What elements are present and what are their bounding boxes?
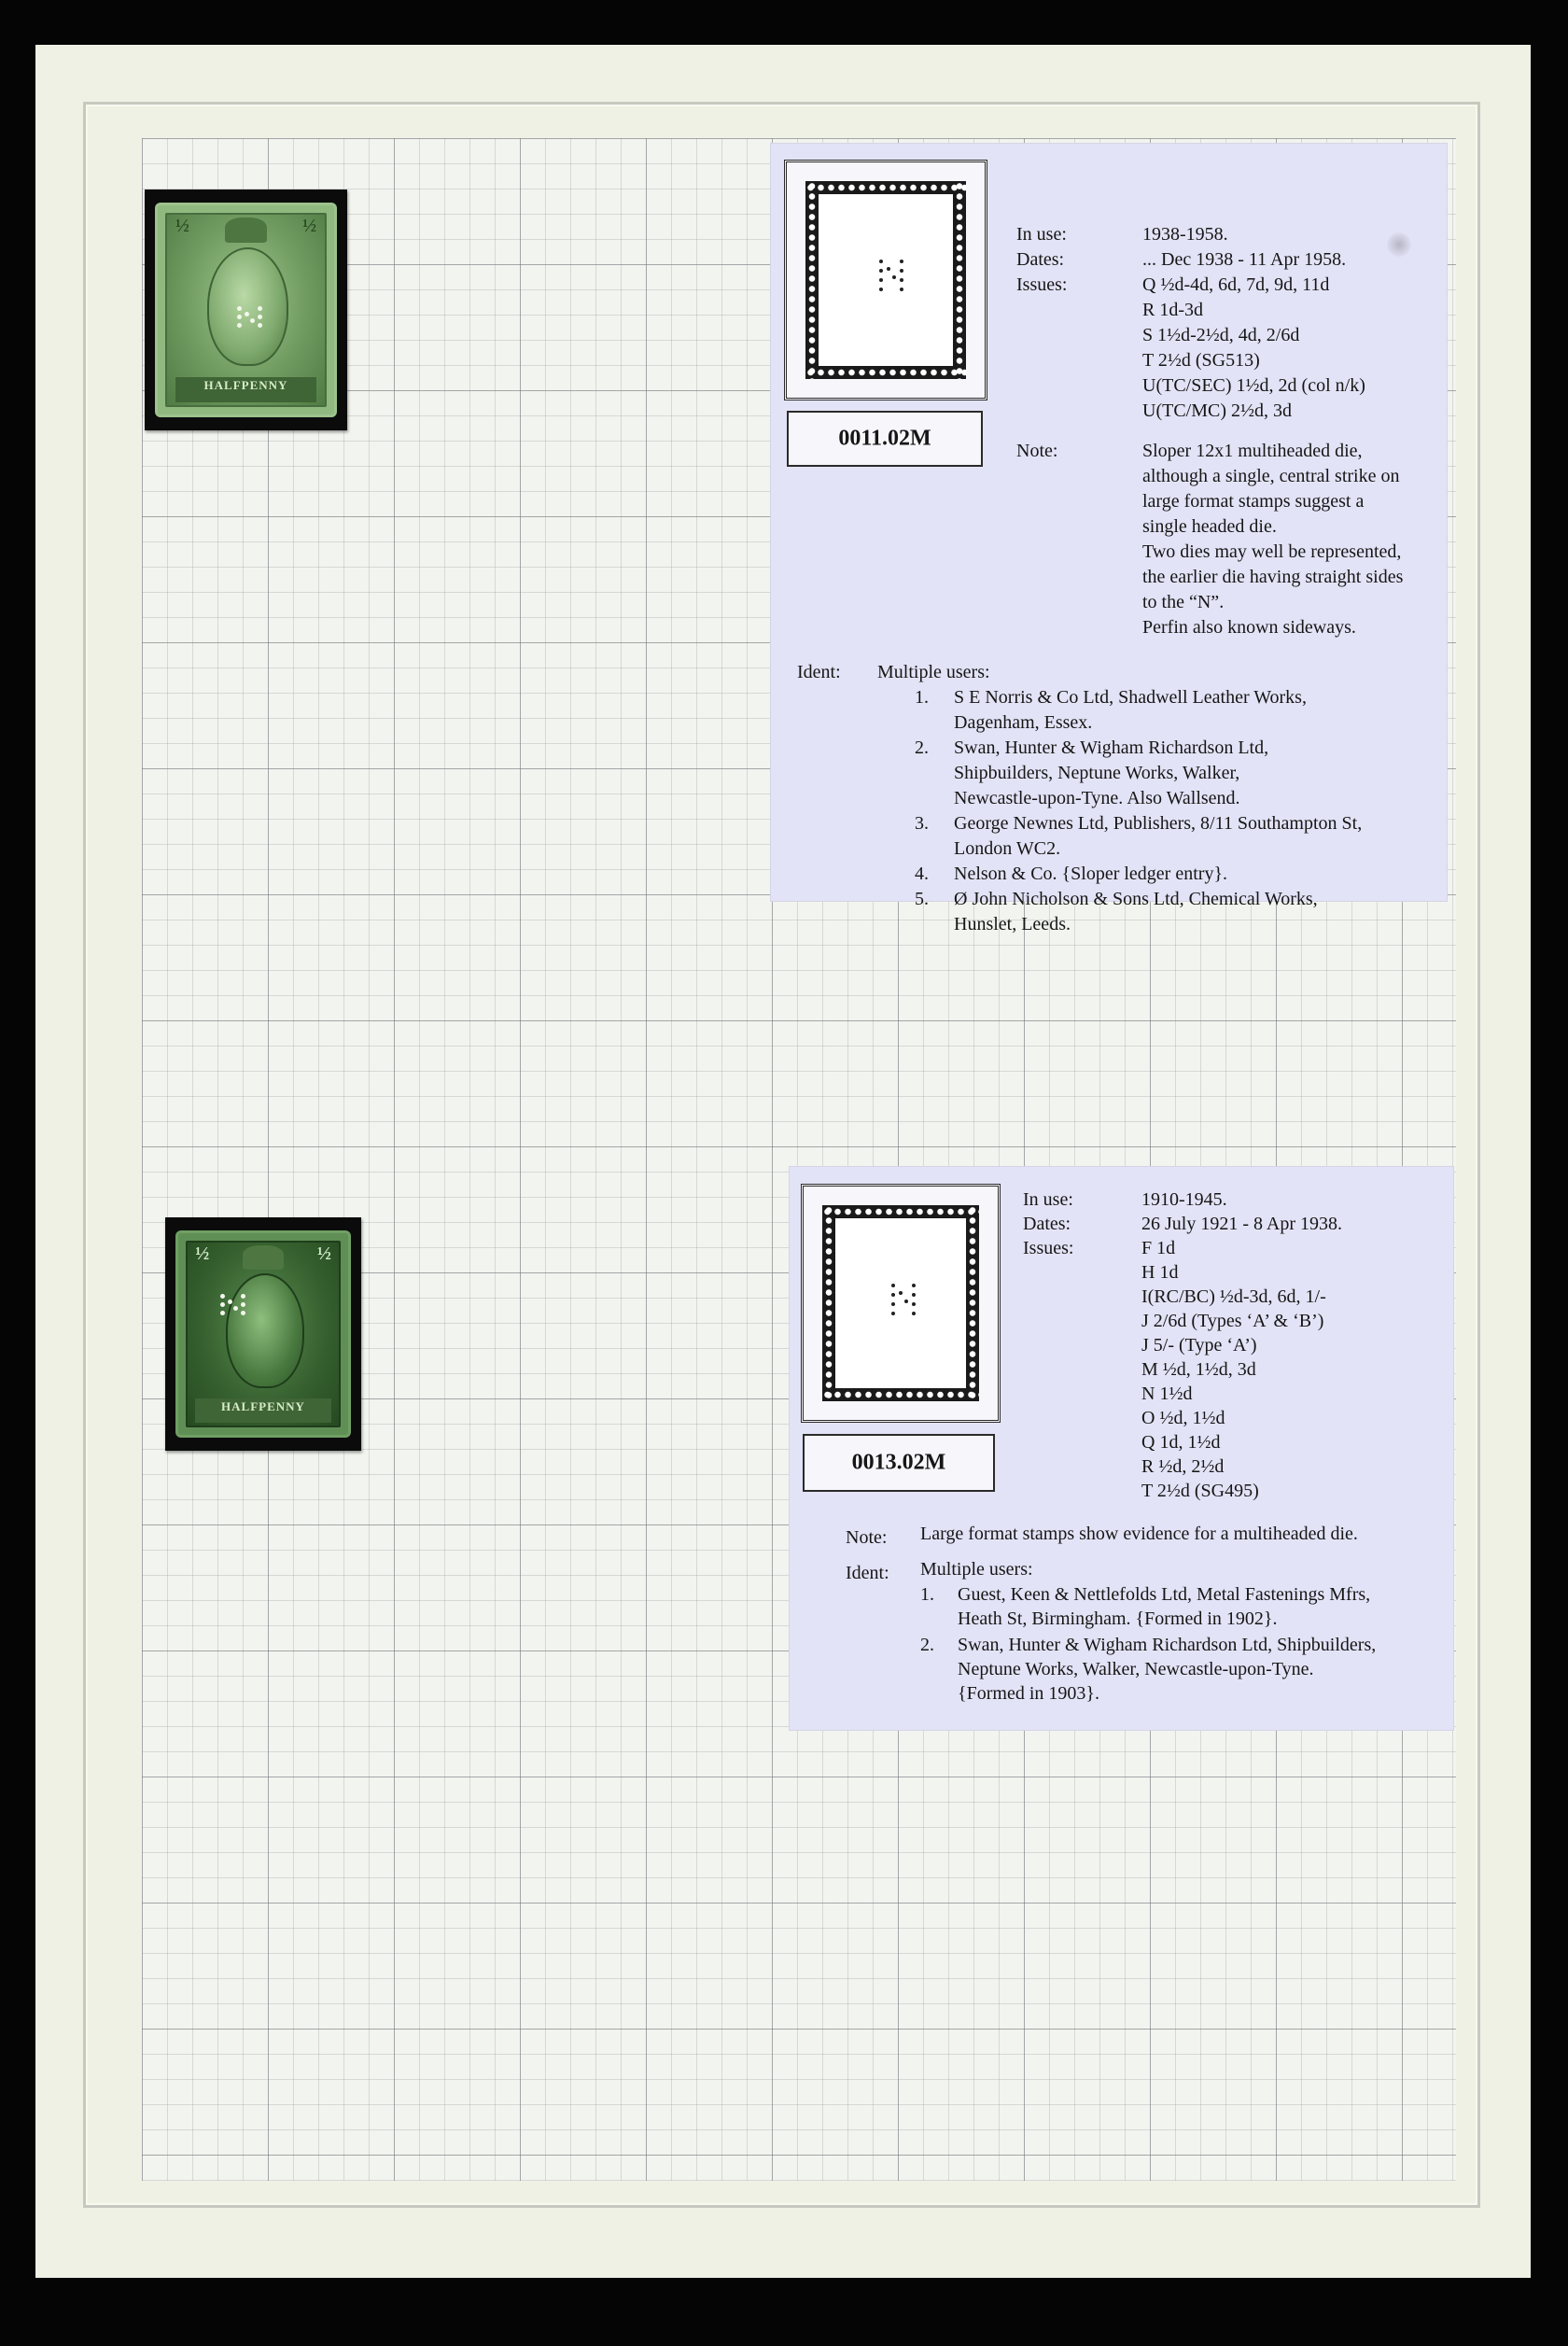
dates-value: 26 July 1921 - 8 Apr 1938. [1141, 1214, 1342, 1234]
issue-line: T 2½d (SG513) [1142, 350, 1260, 371]
note-line: although a single, central strike on [1142, 466, 1400, 486]
catalogue-code: 0013.02M [851, 1450, 946, 1475]
issue-line: J 5/- (Type ‘A’) [1141, 1335, 1257, 1356]
issue-line: R ½d, 2½d [1141, 1456, 1225, 1477]
in-use-value: 1938-1958. [1142, 224, 1228, 245]
dates-label: Dates: [1016, 249, 1065, 270]
stamp-value-right: ½ [302, 216, 317, 237]
issue-line: Q ½d-4d, 6d, 7d, 9d, 11d [1142, 274, 1330, 295]
in-use-value: 1910-1945. [1141, 1189, 1227, 1210]
king-portrait [226, 1273, 304, 1388]
issue-line: N 1½d [1141, 1384, 1193, 1404]
catalogue-code-box [787, 411, 983, 467]
dates-label: Dates: [1023, 1214, 1071, 1234]
note-label: Note: [846, 1527, 888, 1548]
user-line: Shipbuilders, Neptune Works, Walker, [954, 763, 1240, 783]
user-line: Ø John Nicholson & Sons Ltd, Chemical Works, [954, 889, 1318, 909]
user-line: Swan, Hunter & Wigham Richardson Ltd, Shipbuilders, [958, 1635, 1377, 1655]
user-number: 2. [915, 738, 929, 758]
crown-icon [225, 218, 267, 243]
user-line: Guest, Keen & Nettlefolds Ltd, Metal Fastenings Mfrs, [958, 1584, 1371, 1605]
user-line: Nelson & Co. {Sloper ledger entry}. [954, 864, 1228, 884]
user-line: Neptune Works, Walker, Newcastle-upon-Tyne. [958, 1659, 1314, 1679]
user-line: Heath St, Birmingham. {Formed in 1902}. [958, 1608, 1278, 1629]
catalogue-code: 0011.02M [838, 426, 931, 451]
die-outline [822, 1205, 979, 1401]
user-line: {Formed in 1903}. [958, 1683, 1099, 1704]
user-line: George Newnes Ltd, Publishers, 8/11 Southampton St, [954, 813, 1363, 834]
in-use-label: In use: [1016, 224, 1067, 245]
issue-line: U(TC/SEC) 1½d, 2d (col n/k) [1142, 375, 1365, 396]
issue-line: H 1d [1141, 1262, 1179, 1283]
user-number: 5. [915, 889, 929, 909]
user-number: 1. [915, 687, 929, 708]
issue-line: T 2½d (SG495) [1141, 1481, 1259, 1501]
stamp-denomination-band: HALFPENNY [175, 377, 316, 402]
album-page [35, 45, 1531, 2278]
note-line: Sloper 12x1 multiheaded die, [1142, 441, 1363, 461]
stamp-1 [158, 205, 334, 414]
user-line: Newcastle-upon-Tyne. Also Wallsend. [954, 788, 1240, 808]
issue-line: Q 1d, 1½d [1141, 1432, 1221, 1453]
note-line: Two dies may well be represented, [1142, 541, 1402, 562]
ident-heading: Multiple users: [920, 1559, 1033, 1580]
user-number: 2. [920, 1635, 934, 1655]
stamp-mount-1 [145, 190, 347, 430]
note-label: Note: [1016, 441, 1058, 461]
smudge [1387, 232, 1411, 257]
user-line: Swan, Hunter & Wigham Richardson Ltd, [954, 738, 1269, 758]
perfin-card-2 [790, 1167, 1453, 1730]
ident-label: Ident: [797, 662, 841, 682]
note-line: the earlier die having straight sides [1142, 567, 1404, 587]
in-use-label: In use: [1023, 1189, 1073, 1210]
user-line: London WC2. [954, 838, 1061, 859]
stamp-value-right: ½ [316, 1243, 331, 1264]
stamp-value-left: ½ [175, 216, 189, 237]
stamp-value-left: ½ [195, 1243, 210, 1264]
stamp-2 [178, 1233, 348, 1435]
perfin-die-diagram [784, 160, 987, 400]
issue-line: I(RC/BC) ½d-3d, 6d, 1/- [1141, 1286, 1326, 1307]
issue-line: S 1½d-2½d, 4d, 2/6d [1142, 325, 1300, 345]
issue-line: F 1d [1141, 1238, 1176, 1258]
user-line: Dagenham, Essex. [954, 712, 1093, 733]
ident-heading: Multiple users: [877, 662, 990, 682]
issue-line: U(TC/MC) 2½d, 3d [1142, 400, 1292, 421]
stamp-denomination-band: HALFPENNY [195, 1398, 331, 1423]
issue-line: R 1d-3d [1142, 300, 1203, 320]
issue-line: J 2/6d (Types ‘A’ & ‘B’) [1141, 1311, 1324, 1331]
issues-label: Issues: [1016, 274, 1068, 295]
user-line: Hunslet, Leeds. [954, 914, 1071, 934]
perfin-n-holes [237, 306, 274, 334]
note-line: to the “N”. [1142, 592, 1225, 612]
catalogue-code-box [803, 1434, 995, 1492]
perfin-card-1 [771, 144, 1447, 934]
issue-line: M ½d, 1½d, 3d [1141, 1359, 1256, 1380]
crown-icon [243, 1245, 284, 1270]
stamp-mount-2 [165, 1217, 361, 1451]
note-line: large format stamps suggest a [1142, 491, 1365, 512]
perfin-n-holes [220, 1294, 258, 1322]
note-line: Perfin also known sideways. [1142, 617, 1356, 638]
issues-label: Issues: [1023, 1238, 1074, 1258]
user-number: 4. [915, 864, 929, 884]
perfin-die-diagram [801, 1184, 1001, 1423]
note-line: single headed die. [1142, 516, 1277, 537]
user-number: 1. [920, 1584, 934, 1605]
user-number: 3. [915, 813, 929, 834]
ident-label: Ident: [846, 1563, 889, 1583]
note-line: Large format stamps show evidence for a multiheaded die. [920, 1524, 1358, 1544]
issue-line: O ½d, 1½d [1141, 1408, 1225, 1428]
dates-value: ... Dec 1938 - 11 Apr 1958. [1142, 249, 1347, 270]
user-line: S E Norris & Co Ltd, Shadwell Leather Works, [954, 687, 1307, 708]
die-outline [805, 181, 966, 379]
